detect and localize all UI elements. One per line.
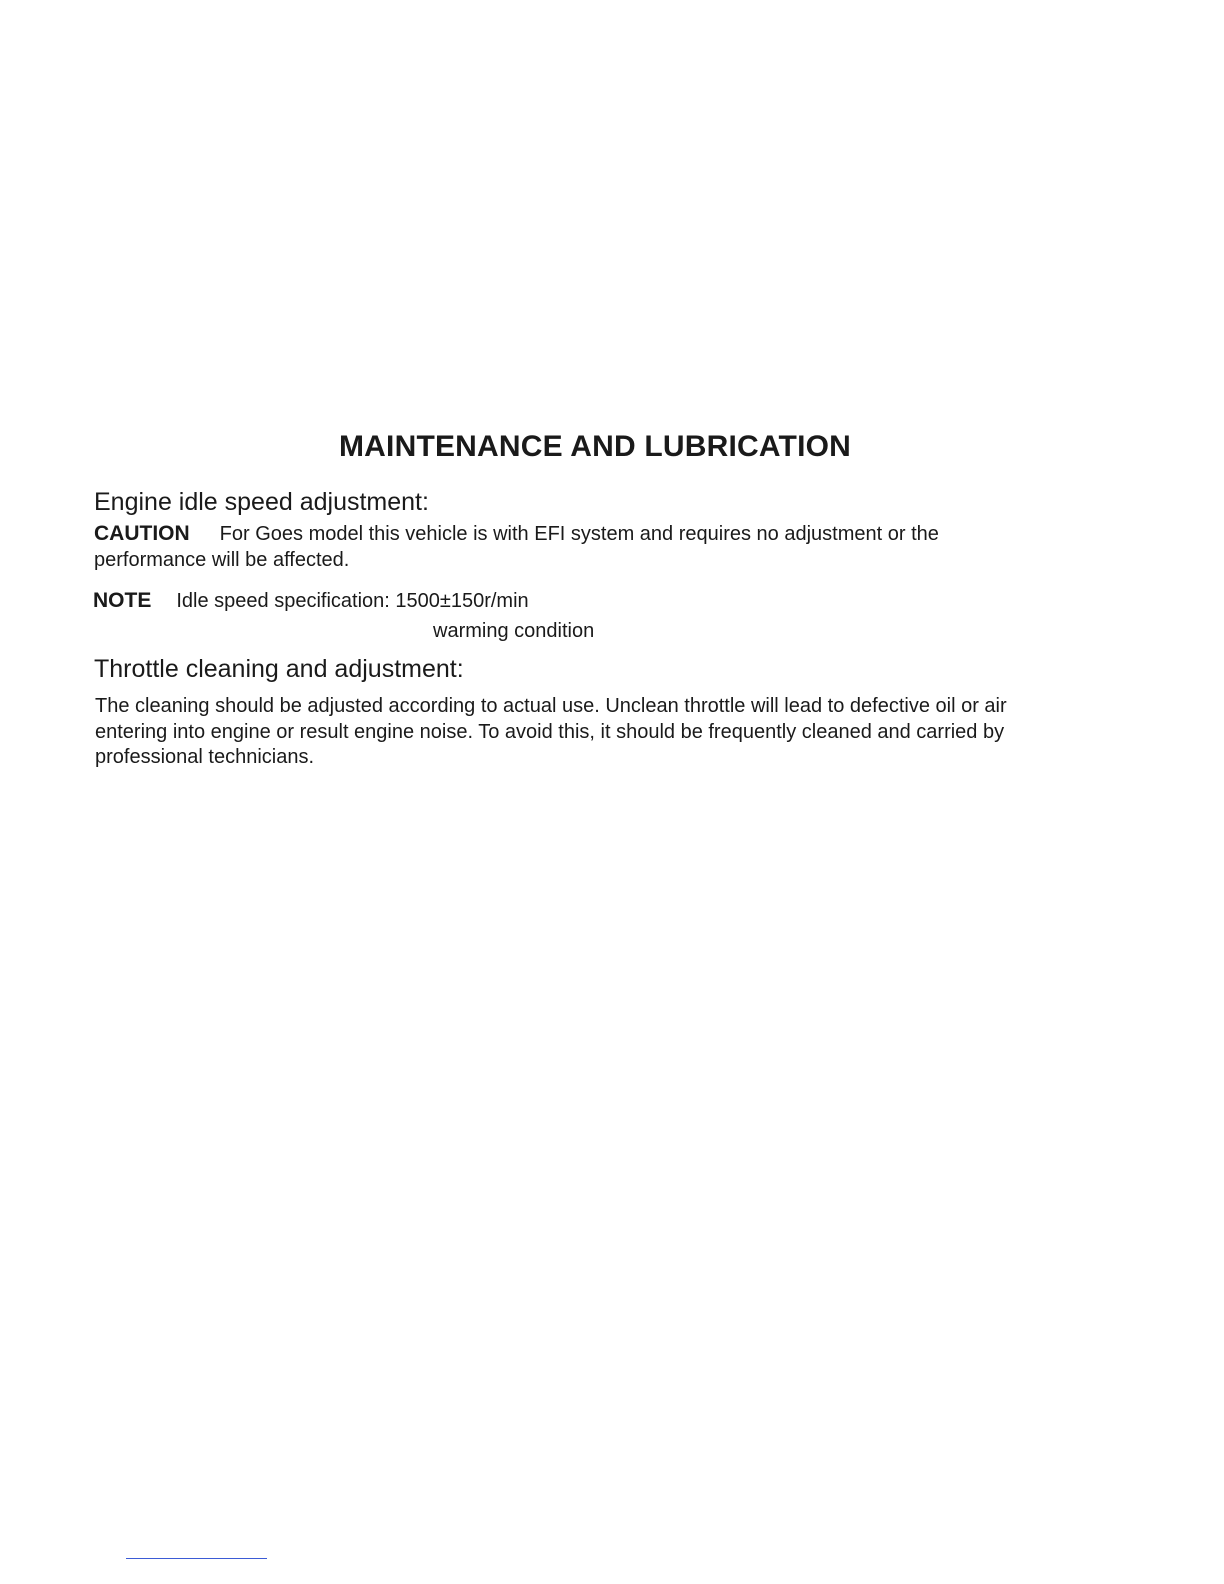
footer-rule [126,1558,267,1559]
note-condition: warming condition [433,620,595,642]
note-row [93,588,529,614]
caution-text: For Goes model this vehicle is with EFI system and requires no adjustment or the performance will be affected. [94,523,939,571]
caution-block [94,521,1034,573]
throttle-paragraph: The cleaning should be adjusted according to actual use. Unclean throttle will lead to defective oil or air entering into engine or result engine noise. To avoid this, it should be frequently cleaned and carried by professional technicians. [95,695,1007,768]
note-label: NOTE [93,589,152,612]
caution-label: CAUTION [94,522,190,545]
idle-speed-heading: Engine idle speed adjustment: [94,488,429,516]
note-text: Idle speed specification: 1500±150r/min [176,590,529,612]
throttle-heading: Throttle cleaning and adjustment: [94,655,464,683]
page-title: MAINTENANCE AND LUBRICATION [338,430,852,463]
